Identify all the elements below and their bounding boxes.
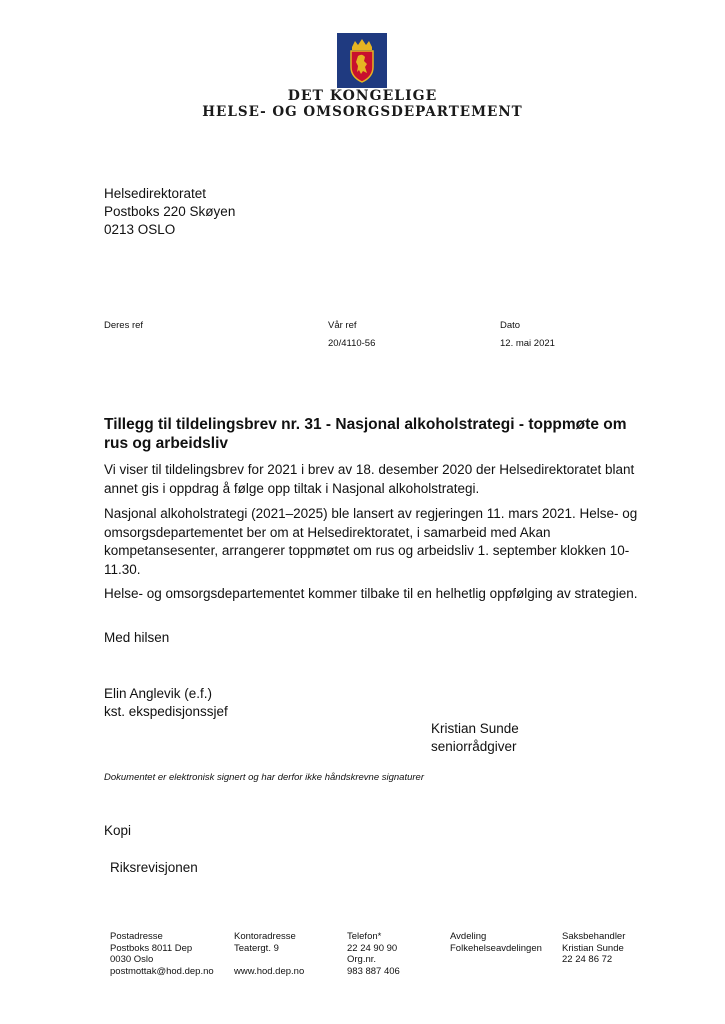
- footer-telefon: [347, 931, 400, 977]
- footer-orgnr-label: Org.nr.: [347, 954, 377, 965]
- recipient-postal: 0213 OSLO: [104, 222, 176, 237]
- letter-title: Tillegg til tildelingsbrev nr. 31 - Nasjonal alkoholstrategi - toppmøte om rus og arbeidsliv: [104, 416, 627, 452]
- copy-recipient: Riksrevisjonen: [110, 860, 198, 875]
- header-line2: HELSE- OG OMSORGSDEPARTEMENT: [202, 104, 523, 120]
- footer-postadresse: [110, 931, 214, 977]
- footer-avdeling-label: Avdeling: [450, 931, 487, 942]
- recipient-address: Postboks 220 Skøyen: [104, 204, 236, 219]
- footer-saksbehandler-phone: 22 24 86 72: [562, 954, 613, 965]
- var-ref-label: Vår ref: [328, 320, 357, 331]
- paragraph-2: Nasjonal alkoholstrategi (2021–2025) ble lansert av regjeringen 11. mars 2021. Helse- og omsorgsdepartementet ber om at Helsedirektoratet, i samarbeid med Akan kompetansesenter, arrangerer toppmøtet om rus og arbeidsliv 1. september klokken 10-11.30.: [104, 506, 638, 577]
- paragraph-3: Helse- og omsorgsdepartementet kommer tilbake til en helhetlig oppfølging av strategien.: [104, 586, 638, 601]
- signature-note: Dokumentet er elektronisk signert og har derfor ikke håndskrevne signaturer: [104, 772, 424, 783]
- footer-orgnr-value: 983 887 406: [347, 965, 400, 977]
- signer1-name: Elin Anglevik (e.f.): [104, 686, 213, 701]
- footer-saksbehandler-label: Saksbehandler: [562, 931, 626, 942]
- footer-saksbehandler-name: Kristian Sunde: [562, 942, 624, 954]
- signer2-name: Kristian Sunde: [431, 721, 519, 736]
- signer2-title: seniorrådgiver: [431, 739, 517, 754]
- footer-avdeling: [450, 931, 542, 954]
- deres-ref-label: Deres ref: [104, 320, 144, 331]
- header-line1: DET KONGELIGE: [287, 88, 438, 104]
- dato-value: 12. mai 2021: [500, 338, 555, 349]
- footer-kontoradresse-line: Teatergt. 9: [234, 942, 279, 954]
- footer-postadresse-line: Postboks 8011 Dep: [110, 942, 193, 954]
- footer-postadresse-line: 0030 Oslo: [110, 954, 154, 965]
- lion-shield-icon: [337, 33, 387, 88]
- signer1-title: kst. ekspedisjonssjef: [104, 704, 228, 719]
- footer-avdeling-value: Folkehelseavdelingen: [450, 942, 542, 954]
- footer-kontoradresse-label: Kontoradresse: [234, 931, 296, 942]
- dato-label: Dato: [500, 320, 521, 331]
- footer-telefon-label: Telefon*: [347, 931, 382, 942]
- footer-saksbehandler: [562, 931, 625, 966]
- footer-kontoradresse: [234, 931, 304, 977]
- closing-greeting: Med hilsen: [104, 630, 170, 645]
- paragraph-1: Vi viser til tildelingsbrev for 2021 i brev av 18. desember 2020 der Helsedirektoratet blant annet gis i oppdrag å følge opp tiltak i Nasjonal alkoholstrategi.: [104, 462, 635, 496]
- copy-label: Kopi: [104, 823, 132, 838]
- footer-website: www.hod.dep.no: [234, 965, 305, 977]
- var-ref-value: 20/4110-56: [328, 338, 376, 349]
- coat-of-arms-logo: [337, 33, 387, 88]
- footer-telefon-number: 22 24 90 90: [347, 942, 398, 954]
- footer-postadresse-label: Postadresse: [110, 931, 163, 942]
- footer-kontoradresse-line: [234, 954, 304, 966]
- recipient-name: Helsedirektoratet: [104, 186, 207, 201]
- footer-email: postmottak@hod.dep.no: [110, 965, 214, 977]
